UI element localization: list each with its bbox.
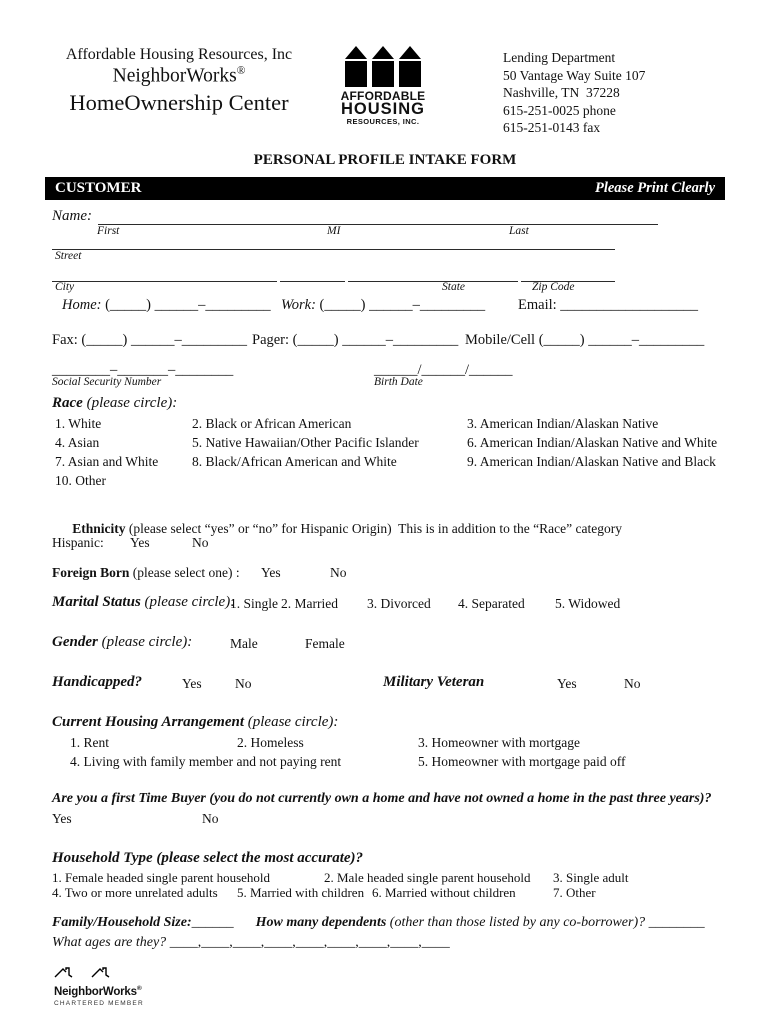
family-size-label: Family/Household Size: (52, 914, 192, 930)
department-address-block (503, 46, 645, 137)
work-phone-group (281, 297, 485, 314)
hispanic-label: Hispanic: (52, 534, 104, 550)
ssn-label: Social Security Number (52, 375, 162, 388)
housing-option-mortgage[interactable]: 3. Homeowner with mortgage (418, 734, 580, 750)
hispanic-no-option[interactable]: No (192, 534, 209, 550)
ethnicity-text: (please select “yes” or “no” for Hispanic Origin) This is in addition to the “Race” category (125, 520, 622, 536)
dept-phone: 615-251-0025 phone (503, 102, 616, 118)
housing-option-paid-off[interactable]: 5. Homeowner with mortgage paid off (418, 753, 626, 769)
zip-field[interactable] (521, 264, 615, 282)
house-icon (345, 46, 367, 87)
email-group (518, 297, 698, 314)
gender-hint: (please circle): (97, 633, 193, 650)
race-option-6[interactable]: 6. American Indian/Alaskan Native and White (467, 434, 718, 450)
city-field[interactable] (52, 264, 277, 282)
chartered-member-label: CHARTERED MEMBER (54, 1000, 144, 1008)
race-option-8[interactable]: 8. Black/African American and White (192, 453, 397, 469)
form-title: PERSONAL PROFILE INTAKE FORM (253, 151, 517, 168)
pager-label: Pager: (252, 331, 290, 348)
ages-fields[interactable]: ____,____,____,____,____,____,____,____,____ (169, 934, 450, 950)
gender-male-option[interactable]: Male (230, 635, 258, 651)
race-option-2[interactable]: 2. Black or African American (192, 415, 352, 431)
buyer-yes-option[interactable]: Yes (52, 810, 72, 826)
marital-option-married[interactable]: 2. Married (281, 595, 338, 611)
housing-option-family[interactable]: 4. Living with family member and not paying rent (70, 753, 342, 769)
marital-option-widowed[interactable]: 5. Widowed (555, 595, 621, 611)
housing-hint: (please circle): (244, 713, 339, 730)
dependents-hint: (other than those listed by any co-borrower)? (386, 914, 649, 930)
mobile-label: Mobile/Cell (465, 331, 536, 348)
foreign-born-yes-option[interactable]: Yes (261, 564, 281, 580)
household-option-6[interactable]: 6. Married without children (372, 884, 516, 900)
fax-label: Fax: (52, 331, 78, 348)
military-veteran-heading: Military Veteran (383, 673, 485, 690)
fax-group (52, 332, 247, 349)
race-option-5[interactable]: 5. Native Hawaiian/Other Pacific Islander (192, 434, 419, 450)
middle-initial-label: MI (327, 224, 341, 237)
dept-city: Nashville, TN 37228 (503, 85, 620, 100)
race-heading: Race (52, 394, 83, 411)
form-header (0, 0, 770, 137)
race-option-3[interactable]: 3. American Indian/Alaskan Native (467, 415, 659, 431)
ssn-field[interactable]: ________–_______–________ (52, 361, 234, 378)
foreign-born-group (52, 565, 240, 581)
household-option-1[interactable]: 1. Female headed single parent household (52, 869, 271, 885)
org-name: Affordable Housing Resources, Inc (65, 46, 293, 63)
race-option-1[interactable]: 1. White (55, 415, 102, 431)
first-name-label: First (97, 224, 120, 237)
marital-option-single[interactable]: 1. Single (230, 595, 279, 611)
veteran-yes-option[interactable]: Yes (557, 675, 577, 691)
housing-option-homeless[interactable]: 2. Homeless (237, 734, 304, 750)
organization-block (53, 46, 305, 116)
neighborworks-logo (54, 965, 174, 1008)
ages-label: What ages are they? (52, 934, 170, 950)
home-phone-field[interactable]: (_____) ______–_________ (105, 296, 271, 313)
street-label: Street (55, 249, 82, 262)
email-label: Email: (518, 296, 557, 313)
pager-field[interactable]: (_____) ______–_________ (292, 331, 459, 348)
mobile-field[interactable]: (_____) ______–_________ (538, 331, 705, 348)
work-phone-field[interactable]: (_____) ______–_________ (319, 296, 486, 313)
city-field-2[interactable] (280, 264, 345, 282)
gender-female-option[interactable]: Female (305, 635, 345, 651)
roof-icons (54, 967, 132, 978)
dependents-label: How many dependents (255, 914, 387, 930)
last-name-label: Last (509, 224, 529, 237)
housing-option-rent[interactable]: 1. Rent (70, 734, 109, 750)
logo-text-housing: HOUSING (340, 100, 425, 118)
race-option-10[interactable]: 10. Other (55, 472, 106, 488)
household-option-2[interactable]: 2. Male headed single parent household (324, 869, 531, 885)
house-icon (372, 46, 394, 87)
pager-group (252, 332, 458, 349)
state-label: State (442, 280, 465, 293)
household-type-heading: Household Type (please select the most accurate)? (52, 849, 364, 866)
race-option-9[interactable]: 9. American Indian/Alaskan Native and Black (467, 453, 716, 469)
foreign-born-heading: Foreign Born (52, 564, 130, 580)
household-option-4[interactable]: 4. Two or more unrelated adults (52, 884, 218, 900)
name-field[interactable] (98, 209, 658, 225)
home-phone-group (62, 297, 271, 314)
house-icon (399, 46, 421, 87)
veteran-no-option[interactable]: No (624, 675, 641, 691)
race-option-4[interactable]: 4. Asian (55, 434, 100, 450)
hispanic-yes-option[interactable]: Yes (130, 534, 150, 550)
registered-mark: ® (236, 65, 246, 77)
ahr-logo (335, 46, 431, 126)
buyer-no-option[interactable]: No (202, 810, 219, 826)
housing-heading: Current Housing Arrangement (52, 713, 245, 730)
home-phone-label: Home: (62, 296, 102, 313)
household-option-5[interactable]: 5. Married with children (237, 884, 365, 900)
foreign-born-hint: (please select one) : (129, 564, 240, 580)
race-option-7[interactable]: 7. Asian and White (55, 453, 159, 469)
race-hint: (please circle): (82, 394, 178, 411)
gender-heading: Gender (52, 633, 98, 650)
email-field[interactable]: ___________________ (560, 296, 699, 313)
handicapped-yes-option[interactable]: Yes (182, 675, 202, 691)
mobile-group (465, 332, 704, 349)
work-phone-label: Work: (281, 296, 316, 313)
print-clearly-note: Please Print Clearly (594, 179, 715, 196)
registered-mark: ® (136, 984, 142, 992)
marital-option-divorced[interactable]: 3. Divorced (367, 595, 431, 611)
customer-section-bar (45, 177, 725, 200)
first-time-buyer-question: Are you a first Time Buyer (you do not currently own a home and have not owned a home in the past three years)? (52, 790, 712, 806)
marital-option-separated[interactable]: 4. Separated (458, 595, 525, 611)
org-brand: NeighborWorks® (112, 65, 246, 87)
dept-name: Lending Department (503, 50, 616, 65)
household-option-3[interactable]: 3. Single adult (553, 869, 629, 885)
section-label: CUSTOMER (55, 179, 142, 196)
state-field[interactable] (348, 264, 518, 282)
logo-text-affordable: AFFORDABLE (340, 89, 426, 103)
family-size-field[interactable]: ______ (191, 914, 234, 930)
street-field[interactable] (52, 239, 615, 250)
handicapped-no-option[interactable]: No (235, 675, 252, 691)
household-option-7[interactable]: 7. Other (553, 884, 596, 900)
marital-status-hint: (please circle): (140, 593, 236, 610)
org-center: HomeOwnership Center (69, 89, 289, 115)
neighborworks-wordmark: NeighborWorks® (54, 984, 142, 998)
dept-street: 50 Vantage Way Suite 107 (503, 67, 646, 83)
handicapped-heading: Handicapped? (52, 673, 142, 690)
ethnicity-heading: Ethnicity (72, 520, 126, 536)
marital-status-heading: Marital Status (52, 593, 141, 610)
dept-fax: 615-251-0143 fax (503, 120, 601, 135)
dependents-field[interactable]: ________ (648, 914, 705, 930)
birth-date-label: Birth Date (374, 375, 423, 388)
three-houses-icon (335, 46, 431, 87)
fax-field[interactable]: (_____) ______–_________ (81, 331, 247, 348)
city-label: City (55, 280, 75, 293)
name-label: Name: (52, 207, 92, 224)
city-state-zip-fields (52, 264, 725, 281)
birth-date-field[interactable]: ______/______/______ (374, 361, 513, 378)
zip-label: Zip Code (532, 280, 575, 293)
foreign-born-no-option[interactable]: No (330, 564, 347, 580)
logo-text-resources: RESOURCES, INC. (346, 117, 420, 126)
